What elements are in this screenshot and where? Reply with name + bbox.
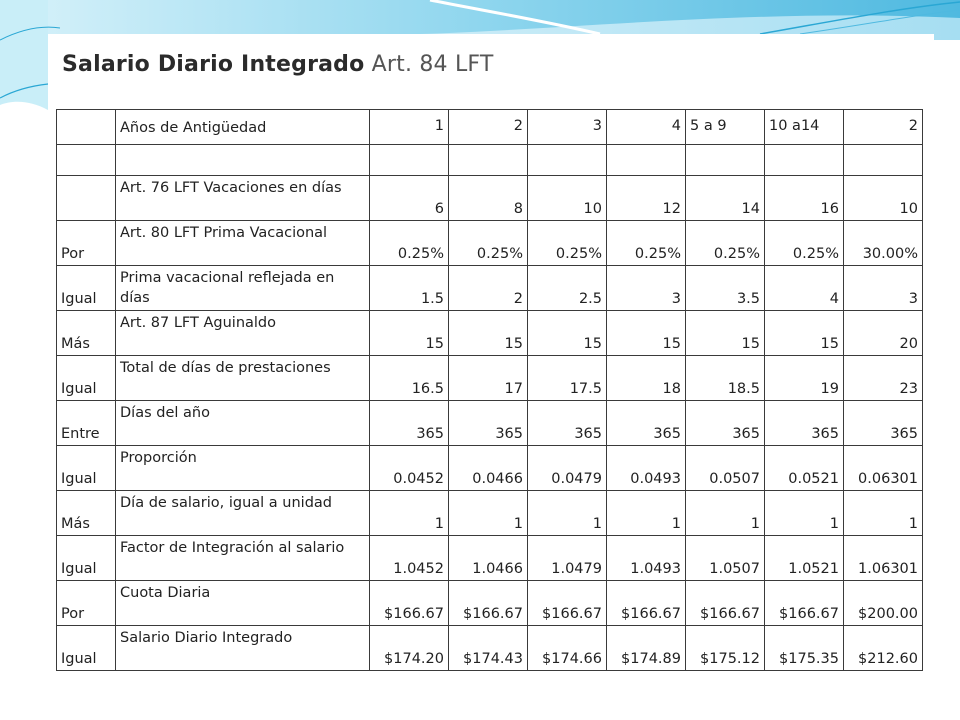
value-cell: 0.25% <box>528 221 607 266</box>
table-row <box>57 581 923 626</box>
value-cell: 16.5 <box>370 356 449 401</box>
header-value-cell: 2 <box>449 110 528 145</box>
table-row <box>57 266 923 311</box>
value-cell: $175.12 <box>686 626 765 671</box>
table-row <box>57 221 923 266</box>
value-cell: 15 <box>449 311 528 356</box>
value-cell: 0.0521 <box>765 446 844 491</box>
value-cell: 2 <box>449 266 528 311</box>
header-value-cell: 2 <box>844 110 923 145</box>
value-cell: 3 <box>844 266 923 311</box>
operation-cell: Igual <box>57 446 116 491</box>
value-cell: 8 <box>449 176 528 221</box>
concept-cell: Prima vacacional reflejada en días <box>116 266 370 311</box>
value-cell: 365 <box>686 401 765 446</box>
value-cell: 365 <box>370 401 449 446</box>
value-cell: $166.67 <box>449 581 528 626</box>
value-cell: 2.5 <box>528 266 607 311</box>
value-cell: 1.06301 <box>844 536 923 581</box>
value-cell: 12 <box>607 176 686 221</box>
value-cell: 3 <box>607 266 686 311</box>
value-cell: $174.20 <box>370 626 449 671</box>
value-cell: 15 <box>607 311 686 356</box>
value-cell: 1.0452 <box>370 536 449 581</box>
header-op-cell <box>57 110 116 145</box>
value-cell: $166.67 <box>528 581 607 626</box>
table-blank-row <box>57 145 923 176</box>
value-cell: 1.0479 <box>528 536 607 581</box>
operation-cell: Igual <box>57 356 116 401</box>
operation-cell: Más <box>57 491 116 536</box>
value-cell: 1 <box>370 491 449 536</box>
value-cell: 14 <box>686 176 765 221</box>
table-header-row <box>57 110 923 145</box>
value-cell: 365 <box>449 401 528 446</box>
value-cell: 365 <box>844 401 923 446</box>
operation-cell: Por <box>57 221 116 266</box>
blank-cell <box>607 145 686 176</box>
value-cell: 0.25% <box>449 221 528 266</box>
value-cell: 6 <box>370 176 449 221</box>
value-cell: 365 <box>765 401 844 446</box>
value-cell: 0.0493 <box>607 446 686 491</box>
value-cell: 15 <box>686 311 765 356</box>
value-cell: $200.00 <box>844 581 923 626</box>
concept-cell: Cuota Diaria <box>116 581 370 626</box>
value-cell: 1 <box>844 491 923 536</box>
value-cell: 1.0507 <box>686 536 765 581</box>
header-value-cell: 3 <box>528 110 607 145</box>
operation-cell: Igual <box>57 266 116 311</box>
value-cell: 10 <box>844 176 923 221</box>
concept-cell: Días del año <box>116 401 370 446</box>
value-cell: 17.5 <box>528 356 607 401</box>
value-cell: 15 <box>528 311 607 356</box>
value-cell: 1 <box>607 491 686 536</box>
value-cell: $166.67 <box>765 581 844 626</box>
blank-cell <box>765 145 844 176</box>
table-row <box>57 176 923 221</box>
value-cell: 0.25% <box>686 221 765 266</box>
value-cell: $166.67 <box>607 581 686 626</box>
value-cell: 15 <box>765 311 844 356</box>
value-cell: 0.0466 <box>449 446 528 491</box>
operation-cell: Más <box>57 311 116 356</box>
blank-cell <box>449 145 528 176</box>
table-row <box>57 356 923 401</box>
value-cell: 1.5 <box>370 266 449 311</box>
value-cell: 15 <box>370 311 449 356</box>
value-cell: 19 <box>765 356 844 401</box>
value-cell: 1.0493 <box>607 536 686 581</box>
operation-cell <box>57 176 116 221</box>
blank-cell <box>844 145 923 176</box>
blank-cell <box>370 145 449 176</box>
value-cell: $166.67 <box>686 581 765 626</box>
value-cell: 30.00% <box>844 221 923 266</box>
value-cell: 0.0452 <box>370 446 449 491</box>
header-value-cell: 1 <box>370 110 449 145</box>
value-cell: 0.0507 <box>686 446 765 491</box>
operation-cell: Entre <box>57 401 116 446</box>
concept-cell: Salario Diario Integrado <box>116 626 370 671</box>
operation-cell: Igual <box>57 536 116 581</box>
header-value-cell: 4 <box>607 110 686 145</box>
title-article: Art. 84 LFT <box>371 52 494 77</box>
concept-cell: Art. 87 LFT Aguinaldo <box>116 311 370 356</box>
value-cell: 1 <box>686 491 765 536</box>
table-row <box>57 491 923 536</box>
table-row <box>57 401 923 446</box>
blank-cell <box>116 145 370 176</box>
value-cell: 3.5 <box>686 266 765 311</box>
value-cell: 0.25% <box>370 221 449 266</box>
concept-cell: Art. 76 LFT Vacaciones en días <box>116 176 370 221</box>
value-cell: 17 <box>449 356 528 401</box>
concept-cell: Total de días de prestaciones <box>116 356 370 401</box>
value-cell: 4 <box>765 266 844 311</box>
table-row <box>57 446 923 491</box>
value-cell: 0.0479 <box>528 446 607 491</box>
value-cell: $174.89 <box>607 626 686 671</box>
value-cell: $212.60 <box>844 626 923 671</box>
value-cell: $175.35 <box>765 626 844 671</box>
value-cell: 18 <box>607 356 686 401</box>
value-cell: 20 <box>844 311 923 356</box>
value-cell: 16 <box>765 176 844 221</box>
salary-table <box>56 109 923 671</box>
value-cell: 1.0521 <box>765 536 844 581</box>
value-cell: 0.25% <box>765 221 844 266</box>
header-label-cell: Años de Antigüedad <box>116 110 370 145</box>
operation-cell: Igual <box>57 626 116 671</box>
value-cell: 1 <box>528 491 607 536</box>
slide-title <box>62 52 494 77</box>
table-row <box>57 536 923 581</box>
value-cell: 23 <box>844 356 923 401</box>
value-cell: 18.5 <box>686 356 765 401</box>
blank-cell <box>528 145 607 176</box>
value-cell: 365 <box>607 401 686 446</box>
header-value-cell: 10 a14 <box>765 110 844 145</box>
table-row <box>57 626 923 671</box>
blank-cell <box>686 145 765 176</box>
value-cell: 0.25% <box>607 221 686 266</box>
value-cell: $174.43 <box>449 626 528 671</box>
value-cell: 1 <box>449 491 528 536</box>
blank-cell <box>57 145 116 176</box>
concept-cell: Factor de Integración al salario <box>116 536 370 581</box>
value-cell: $174.66 <box>528 626 607 671</box>
table-row <box>57 311 923 356</box>
concept-cell: Art. 80 LFT Prima Vacacional <box>116 221 370 266</box>
value-cell: 0.06301 <box>844 446 923 491</box>
concept-cell: Proporción <box>116 446 370 491</box>
operation-cell: Por <box>57 581 116 626</box>
value-cell: 1 <box>765 491 844 536</box>
value-cell: 365 <box>528 401 607 446</box>
value-cell: 1.0466 <box>449 536 528 581</box>
value-cell: 10 <box>528 176 607 221</box>
header-value-cell: 5 a 9 <box>686 110 765 145</box>
concept-cell: Día de salario, igual a unidad <box>116 491 370 536</box>
value-cell: $166.67 <box>370 581 449 626</box>
title-main: Salario Diario Integrado <box>62 52 365 77</box>
